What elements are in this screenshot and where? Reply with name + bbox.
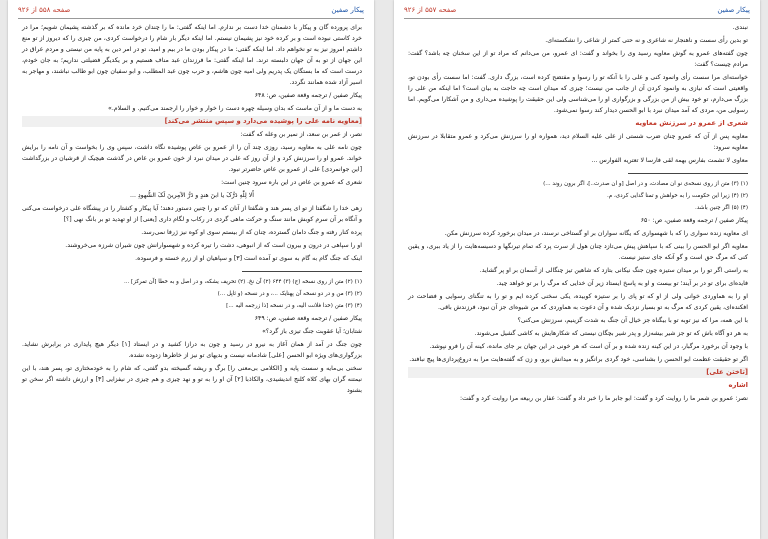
right-page-body bbox=[408, 22, 748, 535]
page-number: صفحه ۵۵۸ از ۹۲۶ bbox=[18, 6, 71, 14]
paragraph: تو بدین رأی سست و ناهنجار نه شاعری و نه حتی کمتر از شاعی را نشکسته‌ای. bbox=[545, 37, 748, 44]
left-page bbox=[8, 0, 374, 539]
paragraph: ای معاویه زنده سواری را که با شهسواری که یگانه سواران بر او گستاخی نرسند، در میدان برخورد کرده سرزنش مکن. bbox=[444, 230, 748, 237]
paragraph: اگر تو حقیقت عظمت ابو الحسن را بشناسی، خود گردی برانگیز و به میدانش برو، و زن که گفته‌هایت مرا به دروغ‌پردازی‌ها پیچ نبافند. bbox=[409, 356, 748, 363]
footnote: (۱) (۳) متن از روی نسخه‌ی نو ان مصادت، و در اصل [و ان صدرت..]، اگر برون روند ...) bbox=[543, 181, 748, 187]
paragraph: اینک که جنگ گام به گام به سوی تو آمده است [۳] و سپاهیان او از زرم خسته و فرسوده. bbox=[135, 255, 362, 262]
book-title: پیکار صفین bbox=[331, 6, 364, 14]
section-heading: [معاویه نامه علی را پوشیده می‌دارد و سپس منتشر می‌کند] bbox=[22, 116, 362, 127]
paragraph: معاوی لا تشمت بفارس بهمة لقی فارسا لا تعتریه الفوارس ... bbox=[591, 157, 748, 164]
paragraph: به دست ما و از آن ماست که بدان وسیله چهره دست را خوار و خوار را ارجمند می‌کنیم. و السلام.» bbox=[108, 105, 362, 112]
footnote: (۲) (۴) زیرا این حکومت را به خواهش و تمنا گدایی کردی، م. bbox=[606, 193, 748, 199]
paragraph: سخنی بی‌مایه و سست پایه و [الکلامی بی‌معنی را] برگ و ریشه گسیخته بدو گفتی، که شام را به خودمختاری تو، پسر هند، با این نیمتنه گران بهای کلاه کلنج اندیشیدی، والکاذبا [۲] آن او را به تو و نهد چیزی و هم چیزی در نیفزایی [۳] و ارزش داشته اگر سخن تو بشنود bbox=[22, 365, 362, 394]
paragraph: شتابان؛ آیا عقوبت جنگ تیزی باز گرد؟» bbox=[262, 328, 362, 335]
verse: أَلا لِلّٰهِ دَرُّکَ یا ابنَ هندٍ و دَرُّ الآمِرینَ لَکَ الشُّهودِ ... bbox=[130, 192, 254, 199]
reference: پیکار صفین / ترجمه وقعة صفین، ص: ۶۴۸ bbox=[254, 92, 362, 99]
paragraph: به راستی اگر تو را بر میدان ستیزه چون جنگ نیکانی بتازد که شاهین تیز چنگالی از آسمان بر او پر گشاید. bbox=[479, 267, 748, 274]
paragraph: خواسته‌ای مرا سست رأی وانمود کنی و علی را با آنکه تو را رسوا و مفتضح کرده است، بزرگ داری. گفت: اما سست رأی بودن تو، واقعیتی است که نیازی به وانمود کردن آن از جانب من نیست؛ چیزی که میدان است چه حاجت به بیان است؟ اما اینکه من علی را بزرگ می‌دارم، تو خود بیش از من بزرگی و بزرگواری او را می‌شناسی ولی این حقیقت را پوشیده می‌داری و من آشکارا می‌گویم. اما رسوایی من، مردی که آمد میدان نبرد با ابو الحسن دیدار کند رسوا نمی‌شود. bbox=[408, 74, 748, 114]
paragraph: او را سپاهی در درون و بیرون است که از انبوهی، دشت را تیره کرده و شهسوارانش چون شیران شرزه می‌خروشند. bbox=[65, 242, 362, 249]
paragraph: شعری که عمرو بن عاص در این باره سرود چنین است: bbox=[221, 179, 362, 186]
paragraph: پرده کنار رفته و جنگ دامان گسترده، چنان که از بیستم سوی او کوه نیز ژرفا نمی‌رسد. bbox=[141, 229, 362, 236]
right-page bbox=[394, 0, 760, 539]
reference: پیکار صفین / ترجمه وقعة صفین، ص: ۶۵۰ bbox=[640, 217, 748, 224]
paragraph: معاویه اگر ابو الحسن را بینی که با سپاهش پیش می‌تازد چنان هول از سرت پرد که تمام تیرنگها و دسیسه‌هایت را از یاد ببری، و یقین کنی که مرگ حق است و گو آنکه جای ستیز نیست. bbox=[408, 243, 748, 261]
paragraph: چون نامه علی به معاویه رسید، روزی چند آن را از عمرو بن عاص پوشیده نگاه داشت، سپس وی را بخواست و آن نامه را برایش خواند. عمرو او را سرزنش کرد و از آن روز که علی در میدان نبرد از خون عمرو بن عاص در گذشت هیچیک از قرشیان در بزرگداشت [این جوانمردی] علی از عمرو بن عاص حاضرتر نبود. bbox=[22, 144, 362, 173]
paragraph: نبندی. bbox=[732, 24, 748, 31]
paragraph: او را به هماوردی خوانی ولی از او که تو پای را بر ستیزه کوبیده، یکی سخنی کرده ایم و تو را به تنگنای رسوایی و فضاحت در افکنده‌ای، یقین کردی که مرگ به تو بسیار نزدیک شده و آن دعوت به هماوردی که من شیوه‌ای جز آن نبود، فرزندش باقی. bbox=[408, 293, 748, 311]
footnote-separator bbox=[242, 271, 362, 272]
paragraph: معاویه پس از آن که عمرو چنان ضرب شستی از علی علیه السلام دید، همواره او را سرزنش می‌کرد و عمرو متقابلا در سرزنش معاویه سرود: bbox=[408, 133, 748, 151]
subsection-heading: اشاره bbox=[728, 381, 748, 389]
right-page-header bbox=[404, 6, 750, 19]
paragraph: زهی خدا را شگفتا از تو ای پسر هند و شگفتا از آنان که تو را چنین دستور دهند؛ آیا پیکار و کشتار را در پیشگاه علی درخواست می‌کنی و آنگاه بر آن سرم کوبش مانند سنگ و حرکت ماهی گردی در رکاب و لگام داری [یعنی] از او تهدید تو بر بانگ نهی [؟] bbox=[22, 205, 362, 223]
left-page-header bbox=[18, 6, 364, 19]
footnote: (۱) (۲) متن از روی نسخه (ج) (۳) ۶۴۴ (۲) آن نخ. (۲) تحریف یشکه، و در اصل و به خطا [آن تمرکز] ... bbox=[123, 279, 362, 285]
left-page-body bbox=[22, 22, 362, 535]
paragraph: با وجود آن برخورد مرگبار، در این کینه زنده شده و بر آن است که هر خونی در این جهان بر جای مانده، کینه آن را فرو نپوشد. bbox=[429, 343, 748, 350]
paragraph: برای پرورده گان و پیکار با دشمنان خدا دست بر ندارم. اما اینکه گفتی: ما را چندان خرد مانده که بر گذشته پشیمان شویم؛ مرا در خرد کاستی نبوده است و بر کرده خود نیز پشیمان نیستم. اما اینکه دیگر بار شام را درخواست کردی، من چیزی را که دیروز از تو منع داشتم امروز نیز به تو نخواهم داد. اما اینکه گفتی: ما در پیکار بودن ما در بیم و امید، تو در امر دین به پایه من نیستی و مردم عراق در این جهان از تو به آن جهان دلبسته ترند. اما اینکه گفتی: ما فرزندان عبد مناف هستیم و بر یکدیگر فضیلتی نداریم؛ به جان خودم، درست است که ما بستگان یک پدریم ولی امیه چون هاشم، و حرب چون عبد المطلب، و ابو سفیان چون ابو طالب نباشند، و مهاجر به اسیر آزاد شده همانند نگردد. bbox=[22, 24, 362, 86]
footnote-separator bbox=[628, 173, 748, 174]
footnote: (۴) (۵) اگر چنین باشد. bbox=[695, 205, 748, 211]
paragraph: نصر: عمرو بن شمر ما را روایت کرد و گفت: ابو جابر ما را خبر داد و گفت: عفار بن ربیعه مرا روایت کرد و گفت: bbox=[459, 395, 748, 402]
paragraph: چون گفته‌های عمرو به گوش معاویه رسید وی را بخواند و گفت: ای عمرو، من می‌دانم که مراد تو از این سخنان چه باشد؟ گفت: مرادم چیست؟ گفت: bbox=[408, 50, 748, 68]
paragraph: با این همه، مرا که نیز توبه تو با بیگناه جز خیال آن جنگ به شدت گزینیم، سرزنش می‌کنی؟ bbox=[517, 317, 748, 324]
paragraph: به هر دو آگاه باش که تو جز شیر بیشه‌زار و پدر شیر بچگان نیستی که شکارهایش به کاشی گشیل می‌شوند. bbox=[474, 330, 748, 337]
section-heading: [تاختن علی] bbox=[408, 367, 748, 378]
paragraph: چون جنگ در آمد از همان آغاز به نیرو در رسید و چون به درازا کشید و در ایستاد [۱] دیگر هیچ پایداری در برابرش نشاید. بزرگواری‌های ویژه ابو الحسن [علی] شادمانه نیست و بدیهای تو نیز از خاطرها زدوده نشده. bbox=[22, 341, 362, 359]
footnote: (۴) (۳) متن (خدا فلانت الیه، و در نسخه [ذا زرجمه الیه ...] bbox=[226, 303, 362, 309]
page-number: صفحه ۵۵۷ از ۹۲۶ bbox=[404, 6, 457, 14]
paragraph: فایده‌ای برای تو در بر آیند؛ تو بیست و او به پاسخ ایستاد زیر آن خدایی که مرگ را بر تو خواهد چید. bbox=[496, 280, 748, 287]
footnote: (۲) (۳) من و در دو نسخه آن پهنایک ...، و در نسخه (و ثاپل ...) bbox=[217, 291, 362, 297]
paragraph: نصر، از عمر بن سعد، از نمیر بن وعله که گفت: bbox=[240, 131, 362, 138]
reference: پیکار صفین / ترجمه وقعة صفین، ص: ۶۴۹ bbox=[254, 315, 362, 322]
book-title: پیکار صفین bbox=[717, 6, 750, 14]
section-heading: شعری از عمرو در سرزنش معاویه bbox=[635, 119, 748, 127]
